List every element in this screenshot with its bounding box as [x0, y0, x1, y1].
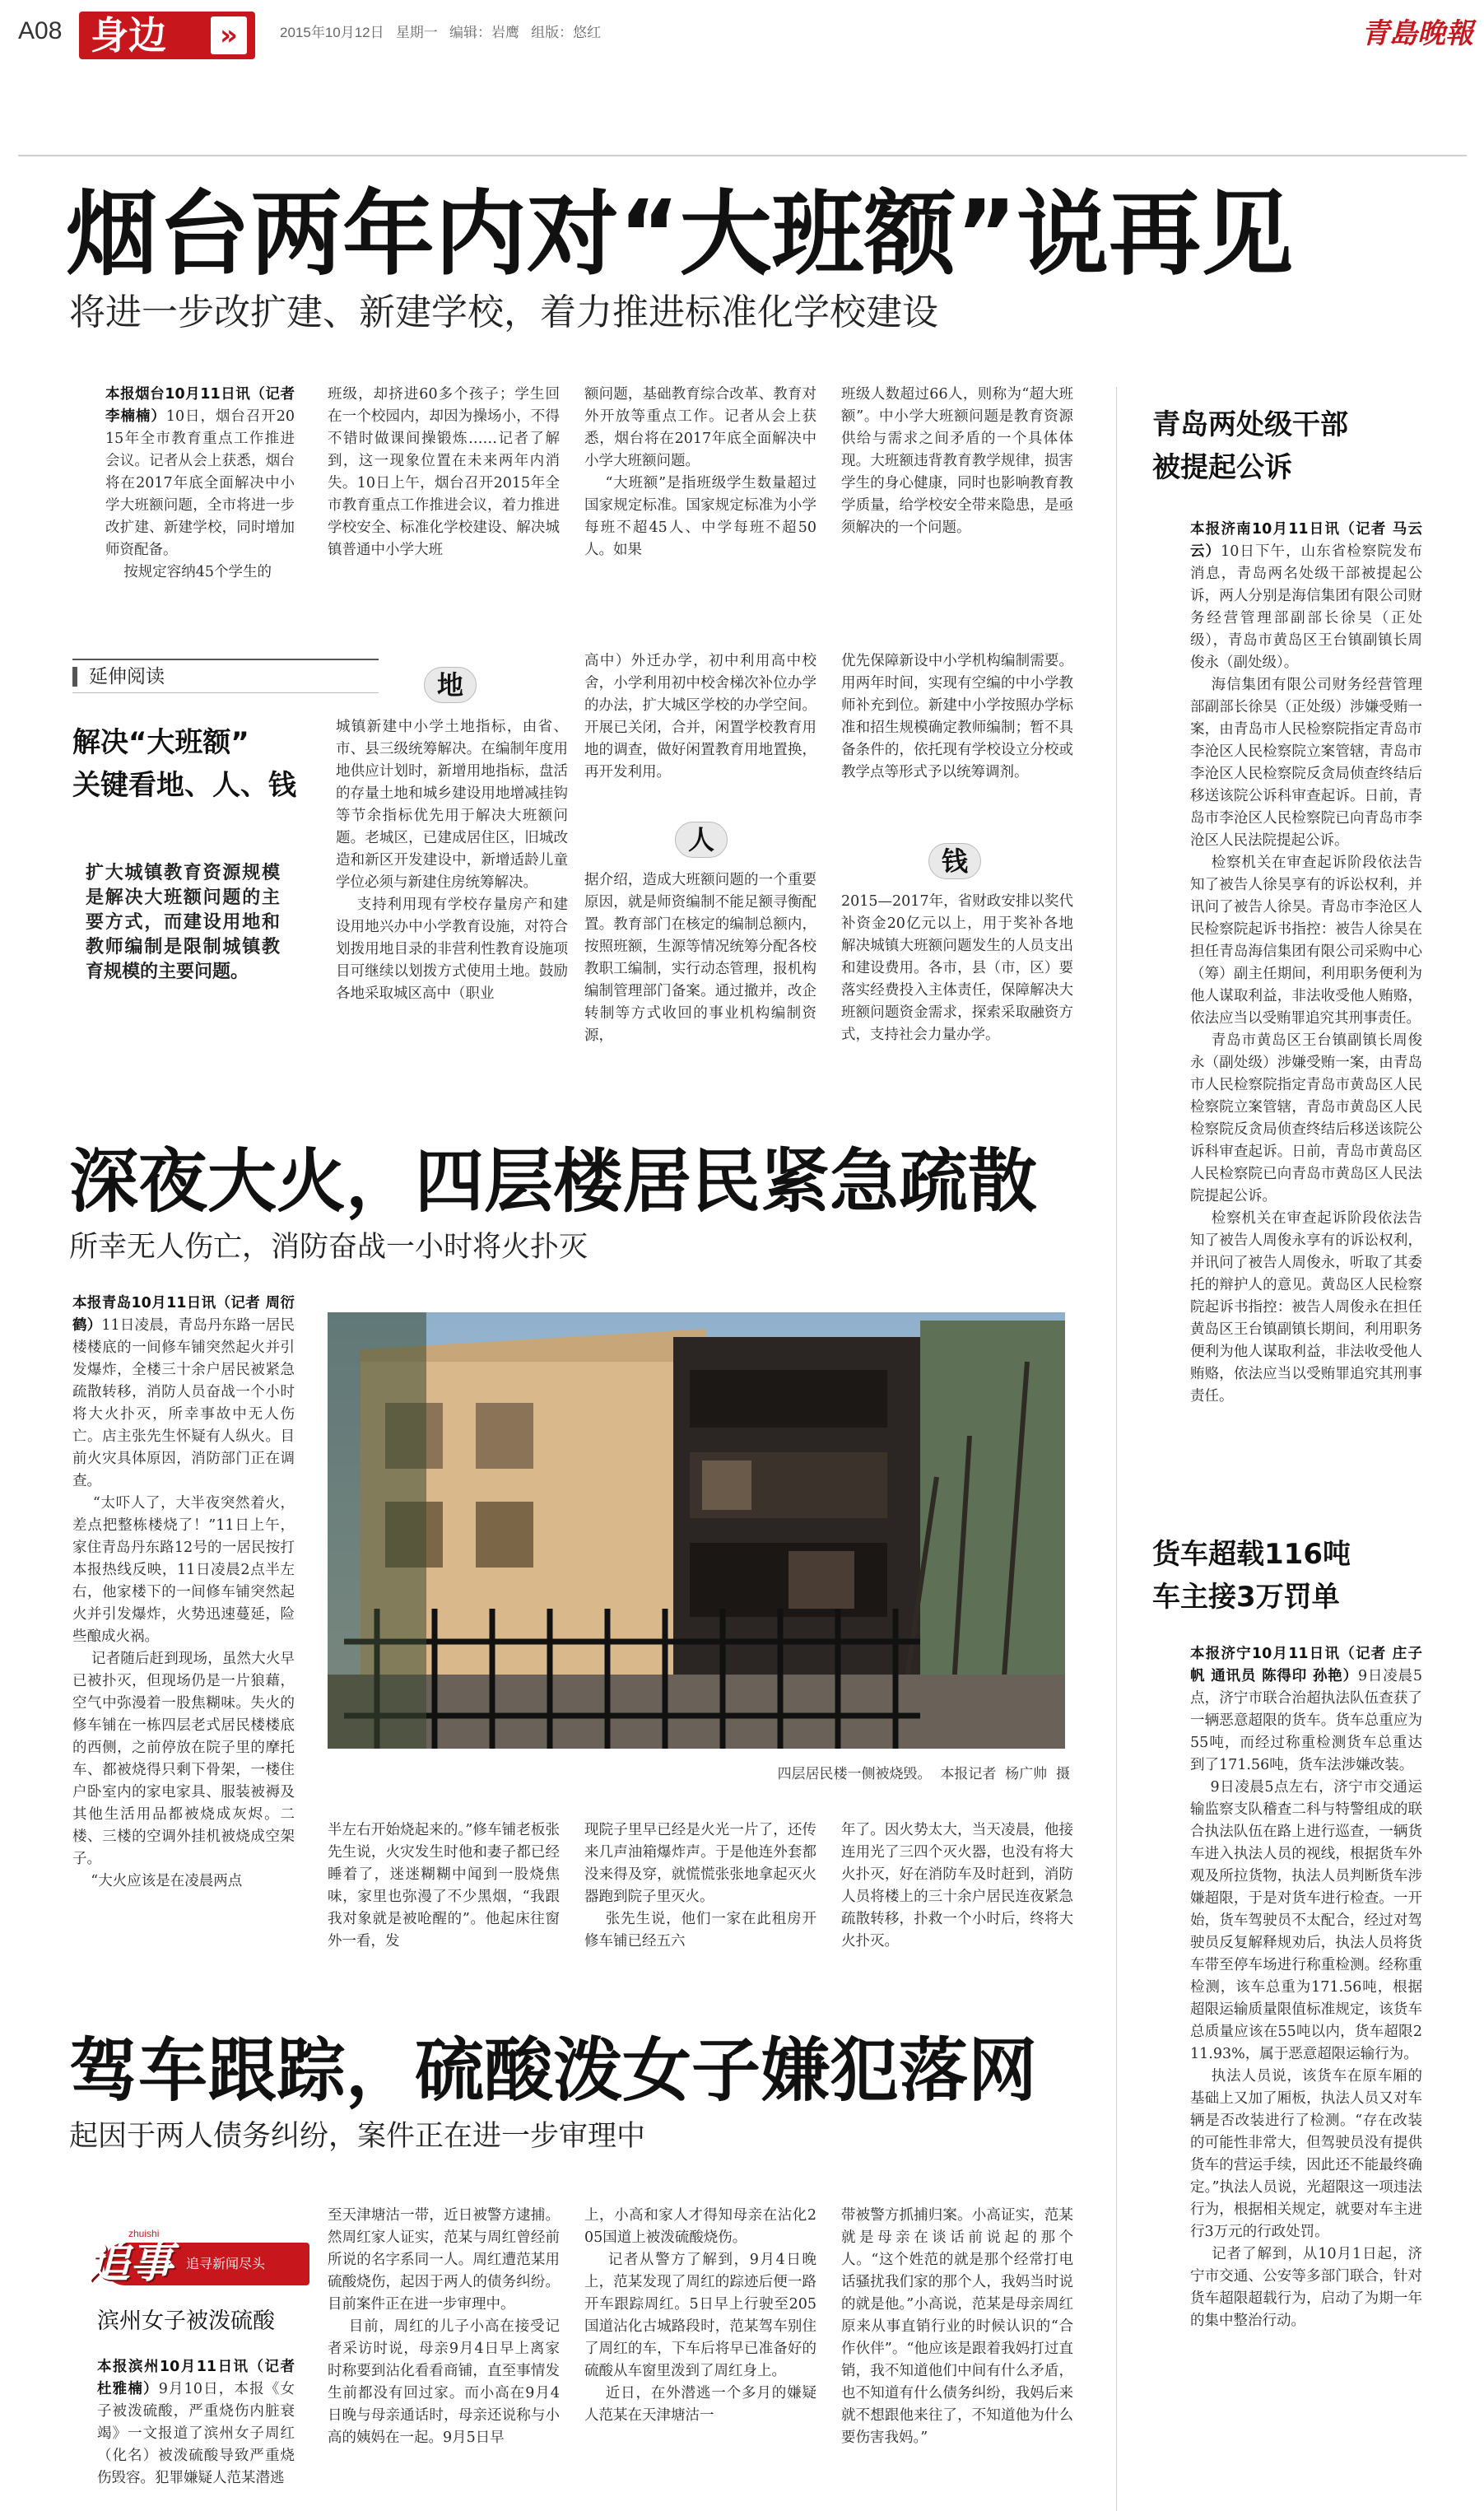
tag-marker	[72, 667, 77, 687]
brand-pinyin: zhuishi	[128, 2228, 160, 2239]
article1-col1-text: 10日，烟台召开2015年全市教育重点工作推进会议。记者从会上获悉，烟台将在2017年底全面解决中小学大班额问题，全市将进一步改扩建、新建学校，同时增加师资配备。 按规定容纳45个学生的	[105, 408, 295, 580]
section-name: 身边	[91, 13, 166, 58]
article2-headline: 深夜大火，四层楼居民紧急疏散	[69, 1141, 1038, 1222]
land-section-continued: 高中）外迁办学，初中利用高中校舍，小学利用初中校舍梯次补位办学的办法，扩大城区学校的办学空间。开展已关闭，合并，闲置学校教育用地的调查，做好闲置教育用地置换，再开发利用。	[584, 653, 816, 780]
article1-col2: 班级，却挤进60多个孩子；学生回在一个校园内，却因为操场小，不得不错时做课间操锻炼……记者了解到，这一现象位置在未来两年内消失。10日上午，烟台召开2015年全市教育重点工作推进会议，着力推进学校安全、标准化学校建设、解决城镇普通中小学大班	[328, 386, 560, 558]
story1-dateline: 本报济南10月11日讯（记者 马云云）	[1190, 521, 1422, 560]
article1-col1	[105, 384, 300, 598]
story1-body	[1190, 519, 1422, 1515]
article3-col1	[97, 2356, 300, 2511]
header-meta	[280, 23, 741, 43]
extended-reading-tag	[72, 659, 379, 693]
article2-col1	[72, 1293, 295, 1959]
article1-headline: 烟台两年内对“大班额”说再见	[66, 181, 1294, 288]
layout-credit: 组版：悠红	[531, 25, 602, 40]
story1-headline: 青岛两处级干部 被提起公诉	[1152, 408, 1348, 484]
sidebar-summary: 扩大城镇教育资源规模是解决大班额问题的主要方式，而建设用地和教师编制是限制城镇教育规模的主要问题。	[86, 863, 280, 982]
article1-col4: 班级人数超过66人，则称为“超大班额”。中小学大班额问题是教育资源供给与需求之间矛盾的一个具体体现。大班额违背教育教学规律，损害学生的身心健康，同时也影响教育教学质量，给学校安全带来隐患，是亟须解决的一个问题。	[841, 386, 1073, 536]
article2-subheadline: 所幸无人伤亡，消防奋战一小时将火扑灭	[69, 1231, 588, 1264]
article3-kicker: 滨州女子被泼硫酸	[97, 2308, 275, 2334]
zhuishi-brand	[71, 2218, 318, 2300]
brand-logo-text: 追事	[87, 2238, 174, 2288]
section-badge	[79, 12, 255, 59]
article3-col4: 带被警方抓捕归案。小高证实，范某就是母亲在谈话前说起的那个人。“这个姓范的就是那个经常打电话骚扰我们家的那个人，我妈当时说的就是他。”小高说，范某是母亲周红原来从事直销行业的时候认识的“合作伙伴”。“他应该是跟着我妈打过直销，我不知道他们中间有什么矛盾，也不知道有什么债务纠纷，我妈后来就不想跟他来往了，不知道他为什么要伤害我妈。”	[841, 2207, 1073, 2446]
article2-col1-text: 11日凌晨，青岛丹东路一居民楼楼底的一间修车铺突然起火并引发爆炸，全楼三十余户居民被紧急疏散转移，消防人员奋战一个小时将大火扑灭，所幸事故中无人伤亡。店主张先生怀疑有人纵火。目前火灾具体原因，消防部门正在调查。 “太吓人了，大半夜突然着火，差点把整栋楼烧了！”11日上午，家住青岛丹东路12号的一居民按打本报热线反映，11日凌晨2点半左右，他家楼下的一间修车铺突然起火并引发爆炸，火势迅速蔓延，险些酿成火祸。 记者随后赶到现场，虽然大火早已被扑灭，但现场仍是一片狼藉，空气中弥漫着一股焦糊味。失火的修车铺在一栋四层老式居民楼楼底的西侧，之前停放在院子里的摩托车、都被烧得只剩下骨架，一楼住户卧室内的家电家具、服装被褥及其他生活用品都被烧成灰烬。二楼、三楼的空调外挂机被烧成空架子。 “大火应该是在凌晨两点	[72, 1317, 295, 1889]
fire-photo-svg	[328, 1312, 1065, 1749]
label-qian: 钱	[928, 843, 981, 879]
story2-dateline: 本报济宁10月11日讯（记者 庄子帆 通讯员 陈得印 孙艳）	[1190, 1646, 1422, 1684]
article3-col3: 上，小高和家人才得知母亲在沾化205国道上被泼硫酸烧伤。 记者从警方了解到，9月4日晚上，范某发现了周红的踪迹后便一路开车跟踪周红。5日早上行驶至205国道沾化古城路段时，范某驾车别住了周红的车，下车后将早已准备好的硫酸从车窗里泼到了周红身上。 近日，在外潜逃一个多月的嫌疑人范某在天津塘沽一	[584, 2207, 816, 2424]
article2-dateline: 本报青岛10月11日讯（记者 周衍鹤）	[72, 1295, 295, 1334]
story2-text: 9日凌晨5点，济宁市联合治超执法队伍查获了一辆恶意超限的货车。货车总重应为55吨，而经过称重检测货车总重达到了171.56吨，货车法涉嫌改装。 9日凌晨5点左右，济宁市交通运输监察支队稽查二科与特警组成的联合执法队伍在路上进行巡查，一辆货车进入执法人员的视线，根据货车外观及所拉货物，执法人员判断货车涉嫌超限，于是对货车进行检查。一开始，货车驾驶员不太配合，经过对驾驶员反复解释规劝后，执法人员将货车带至停车场进行称重检测。经称重检测，该车总重为171.56吨，根据超限运输质量限值标准规定，该货车总质量应该在55吨以内，货车超限211.93%，属于恶意超限运输行为。 执法人员说，该货车在原车厢的基础上又加了厢板，执法人员又对车辆是否改装进行了检测。“存在改装的可能性非常大，但驾驶员没有提供货车的营运手续，因此还不能最终确定。”执法人员说，光超限这一项违法行为，根据相关规定，就要对车主进行3万元的行政处罚。 记者了解到，从10月1日起，济宁市交通、公安等多部门联合，针对货车超限超载行为，启动了为期一年的集中整治行动。	[1190, 1668, 1422, 2329]
article3-col1-text: 9月10日，本报《女子被泼硫酸，严重烧伤内脏衰竭》一文报道了滨州女子周红（化名）被泼硫酸导致严重烧伤毁容。犯罪嫌疑人范某潜逃	[97, 2381, 295, 2486]
story2-headline: 货车超载116吨 车主接3万罚单	[1152, 1538, 1351, 1614]
money-section-text: 2015—2017年，省财政安排以奖代补资金20亿元以上，用于奖补各地解决城镇大班额问题发生的人员支出和建设费用。各市，县（市，区）要落实经费投入主体责任，保障解决大班额问题资金需求，探索采取融资方式，支持社会力量办学。	[841, 893, 1073, 1043]
header-rule	[18, 155, 1467, 156]
article3-col2: 至天津塘沽一带，近日被警方逮捕。然周红家人证实，范某与周红曾经前所说的名字系同一人。周红遭范某用硫酸烧伤，起因于两人的债务纠纷。目前案件正在进一步审理中。 目前，周红的儿子小高在接受记者采访时说，母亲9月4日早上离家时称要到沾化看看商铺，直至事情发生前都没有回过家。而小高在9月4日晚与母亲通话时，母亲还说称与小高的姨妈在一起。9月5日早	[328, 2207, 560, 2446]
label-ren: 人	[675, 822, 728, 858]
fire-scene-photo	[328, 1312, 1065, 1749]
article3-dateline: 本报滨州10月11日讯（记者 杜雅楠）	[97, 2359, 300, 2397]
article2-col3: 现院子里早已经是火光一片了，还传来几声油箱爆炸声。于是他连外套都没来得及穿，就慌慌张张地拿起灭火器跑到院子里灭火。 张先生说，他们一家在此租房开修车铺已经五六	[584, 1822, 816, 1950]
editor-credit: 编辑：岩鹰	[449, 25, 519, 40]
people-section-continued: 优先保障新设中小学机构编制需要。用两年时间，实现有空编的中小学教师补充到位。新建中小学按照办学标准和招生规模确定教师编制；暂不具备条件的，依托现有学校设立分校或教学点等形式予以统筹调剂。	[841, 653, 1073, 780]
page-header	[0, 0, 1484, 66]
issue-weekday: 星期一	[395, 25, 438, 40]
issue-date: 2015年10月12日	[280, 25, 384, 40]
article2-col2: 半左右开始烧起来的。”修车铺老板张先生说，火灾发生时他和妻子都已经睡着了，迷迷糊糊中闻到一股烧焦味，家里也弥漫了不少黑烟，“我跟我对象就是被呛醒的”。他起床往窗外一看，发	[328, 1822, 560, 1950]
land-section-text: 城镇新建中小学土地指标，由省、市、县三级统筹解决。在编制年度用地供应计划时，新增用地指标，盘活的存量土地和城乡建设用地增减挂钩等节余指标优先用于解决大班额问题。老城区，已建成居住区，旧城改造和新区开发建设中，新增适龄儿童学位必须与新建住房统筹解决。 支持利用现有学校存量房产和建设用地兴办中小学教育设施，对符合划拨用地目录的非营利性教育设施项目可继续以划拨方式使用土地。鼓励各地采取城区高中（职业	[336, 719, 568, 1002]
section-chevron-icon: »	[211, 16, 247, 54]
right-column-divider	[1116, 387, 1117, 2511]
article1-dateline: 本报烟台10月11日讯（记者 李楠楠）	[105, 386, 300, 425]
label-di: 地	[424, 667, 477, 703]
article1-subheadline: 将进一步改扩建、新建学校，着力推进标准化学校建设	[69, 291, 938, 333]
masthead-logo: 青島晚報	[1361, 17, 1473, 50]
page-number: A08	[18, 17, 63, 44]
article3-subheadline: 起因于两人债务纠纷，案件正在进一步审理中	[69, 2120, 646, 2153]
sidebar-headline: 解决“大班额” 关键看地、人、钱	[72, 726, 296, 802]
people-section-text: 据介绍，造成大班额问题的一个重要原因，就是师资编制不能足额寻衡配置。教育部门在核定的编制总额内，按照班额，生源等情况统筹分配各校教职工编制，实行动态管理，报机构编制管理部门备案。通过撤并，改企转制等方式收回的事业机构编制资源，	[584, 872, 816, 1044]
brand-tagline: 追寻新闻尽头	[186, 2256, 266, 2271]
article3-headline: 驾车跟踪，硫酸泼女子嫌犯落网	[69, 2030, 1038, 2111]
photo-caption: 四层居民楼一侧被烧毁。 本报记者 杨广帅 摄	[777, 1766, 1070, 1782]
story1-text: 10日下午，山东省检察院发布消息，青岛两名处级干部被提起公诉，两人分别是海信集团有限公司财务经营管理部副部长徐昊（正处级），青岛市黄岛区王台镇副镇长周俊永（副处级）。 海信集团有限公司财务经营管理部副部长徐昊（正处级）涉嫌受贿一案，由青岛市人民检察院指定青岛市李沧区人民检察院立案管辖，青岛市李沧区人民检察院反贪局侦查终结后移送该院公诉科审查起诉。日前，青岛市李沧区人民检察院已向青岛市李沧区人民法院提起公诉。 检察机关在审查起诉阶段依法告知了被告人徐昊享有的诉讼权利，并讯问了被告人徐昊。青岛市李沧区人民检察院起诉书指控：被告人徐昊在担任青岛海信集团有限公司采购中心（筹）副主任期间，利用职务便利为他人谋取利益，非法收受他人贿赂，依法应当以受贿罪追究其刑事责任。 青岛市黄岛区王台镇副镇长周俊永（副处级）涉嫌受贿一案，由青岛市人民检察院指定青岛市黄岛区人民检察院立案管辖，青岛市黄岛区人民检察院反贪局侦查终结后移送该院公诉科审查起诉。日前，青岛市黄岛区人民检察院已向青岛市黄岛区人民法院提起公诉。 检察机关在审查起诉阶段依法告知了被告人周俊永享有的诉讼权利，并讯问了被告人周俊永，听取了其委托的辩护人的意见。黄岛区人民检察院起诉书指控：被告人周俊永在担任黄岛区王台镇副镇长期间，利用职务便利为他人谋取利益，非法收受他人贿赂，依法应当以受贿罪追究其刑事责任。	[1190, 543, 1422, 1405]
article1-col3: 额问题，基础教育综合改革、教育对外开放等重点工作。记者从会上获悉，烟台将在2017年底全面解决中小学大班额问题。 “大班额”是指班级学生数量超过国家规定标准。国家规定标准为小学每班不超45人、中学每班不超50人。如果	[584, 386, 816, 558]
article2-col4: 年了。因火势太大，当天凌晨，他接连用光了三四个灭火器，也没有将大火扑灭，好在消防车及时赶到，消防人员将楼上的三十余户居民连夜紧急疏散转移，扑救一个小时后，终将大火扑灭。	[841, 1822, 1073, 1950]
story2-body	[1190, 1643, 1422, 2508]
extended-reading-label: 延伸阅读	[89, 666, 165, 687]
